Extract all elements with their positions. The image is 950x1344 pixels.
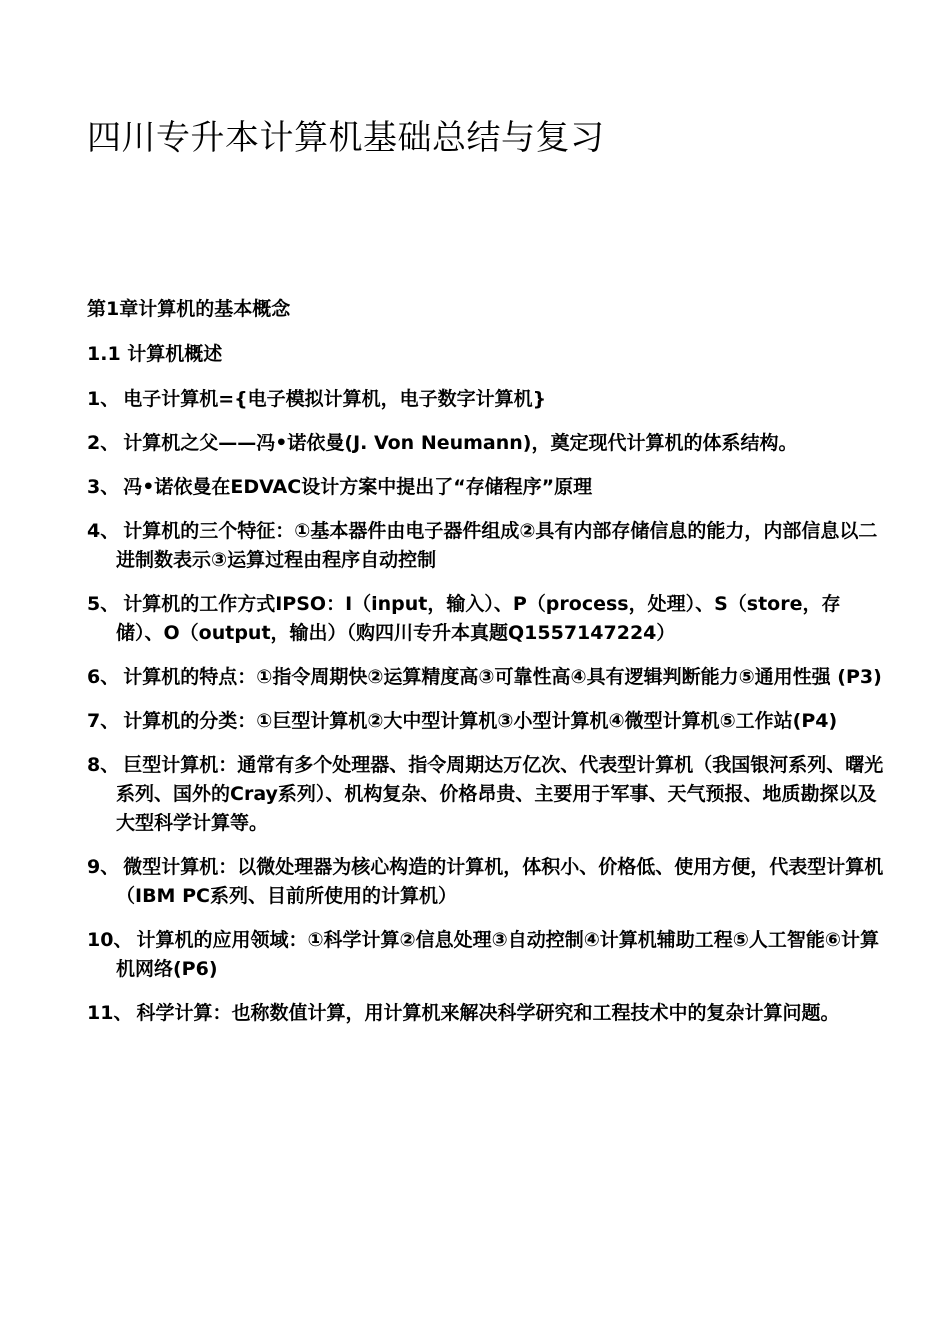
item-text: 巨型计算机：通常有多个处理器、指令周期达万亿次、代表型计算机（我国银河系列、曙光系列、国外的Cray系列）、机构复杂、价格昂贵、主要用于军事、天气预报、地质勘探以及大型科学计算等。 [116, 754, 884, 834]
item-number: 4、 [87, 520, 120, 542]
section-heading: 1.1 计算机概述 [87, 343, 223, 365]
item-text: 计算机的分类：①巨型计算机②大中型计算机③小型计算机④微型计算机⑤工作站(P4) [123, 710, 838, 732]
item-number: 7、 [87, 710, 120, 732]
item-text: 计算机的工作方式IPSO：I（input，输入）、P（process，处理）、S（store，存储）、O（output，输出）（购四川专升本真题Q1557147224） [116, 593, 841, 644]
list-item [87, 707, 887, 736]
list-item [87, 999, 887, 1028]
item-text: 微型计算机：以微处理器为核心构造的计算机，体积小、价格低、使用方便，代表型计算机（IBM PC系列、目前所使用的计算机） [116, 856, 884, 907]
item-text: 计算机的特点：①指令周期快②运算精度高③可靠性高④具有逻辑判断能力⑤通用性强 (P3) [123, 666, 882, 688]
numbered-list [87, 385, 887, 1043]
list-item [87, 429, 887, 458]
item-number: 3、 [87, 476, 120, 498]
document-title: 四川专升本计算机基础总结与复习 [87, 118, 605, 158]
item-text: 冯•诺依曼在EDVAC设计方案中提出了“存储程序”原理 [123, 476, 593, 498]
list-item [87, 926, 887, 984]
item-text: 电子计算机={电子模拟计算机，电子数字计算机} [123, 388, 547, 410]
item-number: 9、 [87, 856, 120, 878]
list-item [87, 385, 887, 414]
item-number: 8、 [87, 754, 120, 776]
list-item [87, 663, 887, 692]
list-item [87, 751, 887, 838]
item-number: 2、 [87, 432, 120, 454]
item-number: 11、 [87, 1002, 133, 1024]
item-text: 科学计算：也称数值计算，用计算机来解决科学研究和工程技术中的复杂计算问题。 [136, 1002, 840, 1024]
item-text: 计算机之父——冯•诺依曼(J. Von Neumann)，奠定现代计算机的体系结构。 [123, 432, 798, 454]
item-number: 1、 [87, 388, 120, 410]
item-number: 5、 [87, 593, 120, 615]
list-item [87, 517, 887, 575]
item-text: 计算机的三个特征：①基本器件由电子器件组成②具有内部存储信息的能力，内部信息以二进制数表示③运算过程由程序自动控制 [116, 520, 878, 571]
list-item [87, 590, 887, 648]
list-item [87, 473, 887, 502]
item-text: 计算机的应用领域：①科学计算②信息处理③自动控制④计算机辅助工程⑤人工智能⑥计算机网络(P6) [116, 929, 879, 980]
item-number: 10、 [87, 929, 133, 951]
item-number: 6、 [87, 666, 120, 688]
list-item [87, 853, 887, 911]
chapter-heading: 第1章计算机的基本概念 [87, 298, 291, 320]
